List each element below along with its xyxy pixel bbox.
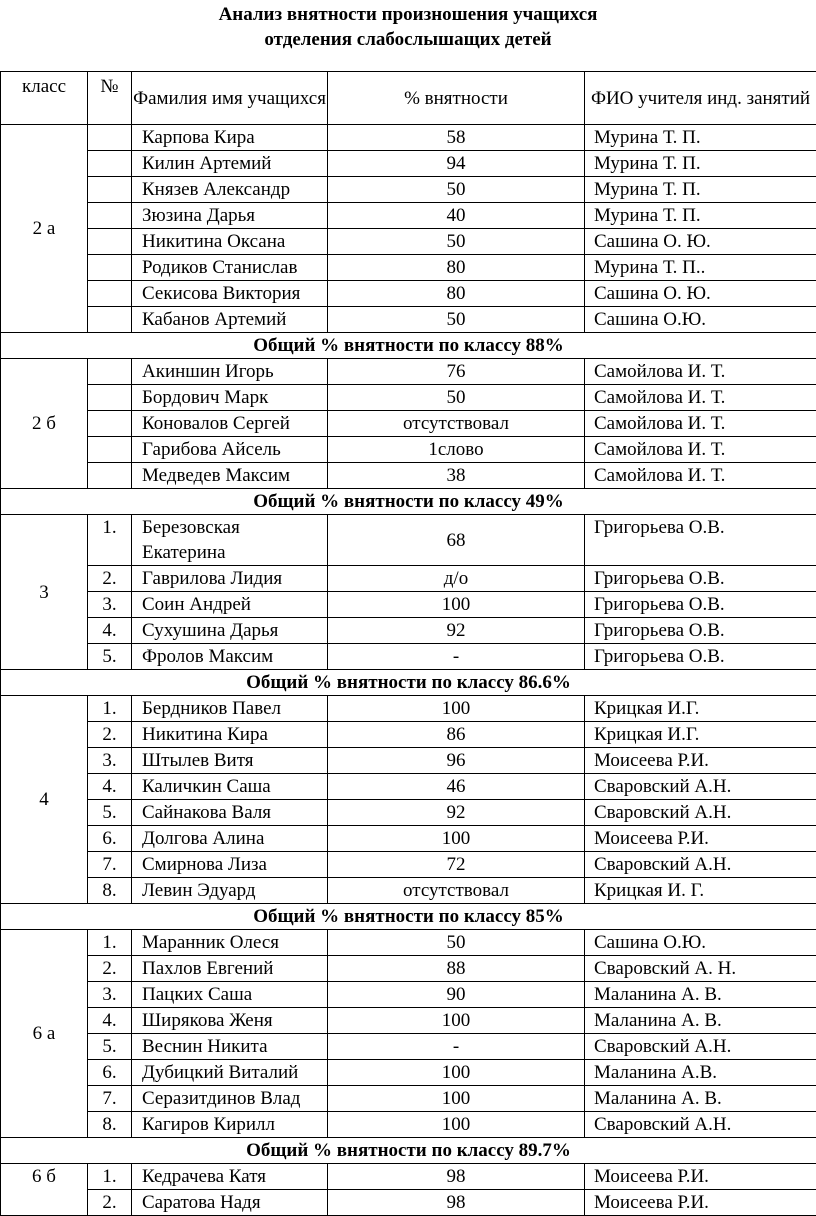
header-student-name: Фамилия имя учащихся: [132, 72, 328, 125]
intelligibility-percent: 72: [328, 852, 585, 878]
student-row: [1, 878, 816, 904]
intelligibility-percent: 50: [328, 307, 585, 333]
teacher-name: Сашина О.Ю.: [585, 930, 816, 956]
intelligibility-percent: -: [328, 1034, 585, 1060]
intelligibility-percent: д/о: [328, 566, 585, 592]
student-row: [1, 151, 816, 177]
student-row: [1, 281, 816, 307]
intelligibility-percent: 38: [328, 463, 585, 489]
student-name: Князев Александр: [132, 177, 328, 203]
class-summary-row: [1, 333, 816, 359]
student-row: [1, 618, 816, 644]
row-number: 3.: [88, 592, 132, 618]
student-name: Карпова Кира: [132, 125, 328, 151]
intelligibility-percent: 98: [328, 1164, 585, 1190]
intelligibility-percent: 92: [328, 800, 585, 826]
intelligibility-percent: 50: [328, 385, 585, 411]
intelligibility-percent: отсутствовал: [328, 411, 585, 437]
intelligibility-percent: 46: [328, 774, 585, 800]
teacher-name: Маланина А.В.: [585, 1060, 816, 1086]
class-summary: Общий % внятности по классу 88%: [1, 333, 816, 359]
student-name: Акиншин Игорь: [132, 359, 328, 385]
row-number: 8.: [88, 878, 132, 904]
row-number: 2.: [88, 1190, 132, 1216]
intelligibility-percent: 90: [328, 982, 585, 1008]
teacher-name: Мурина Т. П.: [585, 177, 816, 203]
teacher-name: Сашина О. Ю.: [585, 281, 816, 307]
intelligibility-percent: 96: [328, 748, 585, 774]
intelligibility-percent: 98: [328, 1190, 585, 1216]
row-number: [88, 151, 132, 177]
row-number: 6.: [88, 826, 132, 852]
student-name: Дубицкий Виталий: [132, 1060, 328, 1086]
teacher-name: Мурина Т. П.: [585, 125, 816, 151]
intelligibility-percent: 94: [328, 151, 585, 177]
document-title-line-2: отделения слабослышащих детей: [0, 27, 816, 52]
student-name: Ширякова Женя: [132, 1008, 328, 1034]
intelligibility-percent: 100: [328, 1008, 585, 1034]
teacher-name: Григорьева О.В.: [585, 592, 816, 618]
teacher-name: Сашина О. Ю.: [585, 229, 816, 255]
row-number: 2.: [88, 956, 132, 982]
teacher-name: Сваровский А.Н.: [585, 1112, 816, 1138]
row-number: 8.: [88, 1112, 132, 1138]
teacher-name: Самойлова И. Т.: [585, 359, 816, 385]
class-cell: 4: [1, 696, 88, 904]
student-row: [1, 592, 816, 618]
row-number: [88, 385, 132, 411]
teacher-name: Самойлова И. Т.: [585, 385, 816, 411]
student-name: Кабанов Артемий: [132, 307, 328, 333]
intelligibility-percent: 100: [328, 696, 585, 722]
student-row: [1, 982, 816, 1008]
intelligibility-percent: отсутствовал: [328, 878, 585, 904]
header-teacher: ФИО учителя инд. занятий: [585, 72, 816, 125]
teacher-name: Самойлова И. Т.: [585, 463, 816, 489]
row-number: [88, 307, 132, 333]
row-number: 5.: [88, 1034, 132, 1060]
student-name: Сайнакова Валя: [132, 800, 328, 826]
intelligibility-percent: 92: [328, 618, 585, 644]
student-name: Секисова Виктория: [132, 281, 328, 307]
intelligibility-percent: 80: [328, 281, 585, 307]
row-number: [88, 359, 132, 385]
row-number: [88, 125, 132, 151]
intelligibility-percent: 40: [328, 203, 585, 229]
teacher-name: Сваровский А. Н.: [585, 956, 816, 982]
student-row: [1, 255, 816, 281]
row-number: 1.: [88, 1164, 132, 1190]
teacher-name: Крицкая И.Г.: [585, 696, 816, 722]
student-name: Никитина Оксана: [132, 229, 328, 255]
teacher-name: Григорьева О.В.: [585, 515, 816, 566]
speech-intelligibility-table: [0, 71, 816, 1216]
student-row: [1, 644, 816, 670]
teacher-name: Моисеева Р.И.: [585, 1164, 816, 1190]
intelligibility-percent: 50: [328, 177, 585, 203]
teacher-name: Сваровский А.Н.: [585, 852, 816, 878]
teacher-name: Сашина О.Ю.: [585, 307, 816, 333]
row-number: [88, 255, 132, 281]
student-name: Маранник Олеся: [132, 930, 328, 956]
teacher-name: Маланина А. В.: [585, 982, 816, 1008]
row-number: 4.: [88, 774, 132, 800]
student-name: Соин Андрей: [132, 592, 328, 618]
class-summary: Общий % внятности по классу 86.6%: [1, 670, 816, 696]
student-name: Левин Эдуард: [132, 878, 328, 904]
student-name: Березовская Екатерина: [132, 515, 328, 566]
student-row: [1, 1060, 816, 1086]
row-number: [88, 229, 132, 255]
row-number: 5.: [88, 800, 132, 826]
intelligibility-percent: 100: [328, 1086, 585, 1112]
teacher-name: Мурина Т. П.: [585, 151, 816, 177]
student-row: [1, 800, 816, 826]
student-name: Медведев Максим: [132, 463, 328, 489]
class-cell: 6 а: [1, 930, 88, 1138]
student-name: Родиков Станислав: [132, 255, 328, 281]
student-row: [1, 1034, 816, 1060]
student-name: Гарибова Айсель: [132, 437, 328, 463]
intelligibility-percent: 100: [328, 1112, 585, 1138]
student-row: [1, 307, 816, 333]
student-name: Пацких Саша: [132, 982, 328, 1008]
row-number: [88, 177, 132, 203]
intelligibility-percent: -: [328, 644, 585, 670]
header-percent: % внятности: [328, 72, 585, 125]
row-number: 1.: [88, 515, 132, 566]
intelligibility-percent: 86: [328, 722, 585, 748]
intelligibility-percent: 100: [328, 1060, 585, 1086]
student-row: [1, 229, 816, 255]
student-name: Никитина Кира: [132, 722, 328, 748]
teacher-name: Маланина А. В.: [585, 1008, 816, 1034]
student-row: [1, 359, 816, 385]
header-row: [1, 72, 816, 125]
teacher-name: Маланина А. В.: [585, 1086, 816, 1112]
teacher-name: Моисеева Р.И.: [585, 1190, 816, 1216]
row-number: [88, 203, 132, 229]
student-row: [1, 930, 816, 956]
teacher-name: Мурина Т. П.: [585, 203, 816, 229]
teacher-name: Григорьева О.В.: [585, 566, 816, 592]
student-row: [1, 437, 816, 463]
student-name: Штылев Витя: [132, 748, 328, 774]
student-name: Пахлов Евгений: [132, 956, 328, 982]
student-row: [1, 177, 816, 203]
class-summary-row: [1, 489, 816, 515]
student-row: [1, 515, 816, 566]
intelligibility-percent: 58: [328, 125, 585, 151]
row-number: 1.: [88, 696, 132, 722]
student-name: Коновалов Сергей: [132, 411, 328, 437]
intelligibility-percent: 100: [328, 592, 585, 618]
student-row: [1, 566, 816, 592]
student-name: Смирнова Лиза: [132, 852, 328, 878]
class-summary-row: [1, 1138, 816, 1164]
intelligibility-percent: 50: [328, 930, 585, 956]
intelligibility-percent: 80: [328, 255, 585, 281]
student-name: Сухушина Дарья: [132, 618, 328, 644]
class-summary: Общий % внятности по классу 49%: [1, 489, 816, 515]
row-number: 7.: [88, 1086, 132, 1112]
teacher-name: Сваровский А.Н.: [585, 1034, 816, 1060]
class-summary: Общий % внятности по классу 89.7%: [1, 1138, 816, 1164]
teacher-name: Самойлова И. Т.: [585, 437, 816, 463]
student-name: Килин Артемий: [132, 151, 328, 177]
row-number: [88, 463, 132, 489]
teacher-name: Григорьева О.В.: [585, 644, 816, 670]
teacher-name: Мурина Т. П..: [585, 255, 816, 281]
intelligibility-percent: 76: [328, 359, 585, 385]
student-row: [1, 722, 816, 748]
student-row: [1, 1086, 816, 1112]
row-number: 4.: [88, 618, 132, 644]
header-number: №: [88, 72, 132, 125]
student-row: [1, 411, 816, 437]
row-number: 6.: [88, 1060, 132, 1086]
class-cell: 6 б: [1, 1164, 88, 1216]
student-row: [1, 774, 816, 800]
student-row: [1, 826, 816, 852]
student-name: Кагиров Кирилл: [132, 1112, 328, 1138]
row-number: 7.: [88, 852, 132, 878]
class-cell: 2 б: [1, 359, 88, 489]
class-summary: Общий % внятности по классу 85%: [1, 904, 816, 930]
header-class: класс: [1, 72, 88, 125]
student-name: Долгова Алина: [132, 826, 328, 852]
row-number: 5.: [88, 644, 132, 670]
intelligibility-percent: 100: [328, 826, 585, 852]
student-name: Бордович Марк: [132, 385, 328, 411]
class-cell: 2 а: [1, 125, 88, 333]
teacher-name: Моисеева Р.И.: [585, 748, 816, 774]
student-name: Бердников Павел: [132, 696, 328, 722]
student-row: [1, 956, 816, 982]
intelligibility-percent: 50: [328, 229, 585, 255]
class-summary-row: [1, 904, 816, 930]
student-row: [1, 203, 816, 229]
student-row: [1, 1190, 816, 1216]
student-name: Саратова Надя: [132, 1190, 328, 1216]
class-summary-row: [1, 670, 816, 696]
row-number: 1.: [88, 930, 132, 956]
student-row: [1, 463, 816, 489]
student-name: Серазитдинов Влад: [132, 1086, 328, 1112]
intelligibility-percent: 88: [328, 956, 585, 982]
student-row: [1, 125, 816, 151]
student-row: [1, 1112, 816, 1138]
intelligibility-percent: 1слово: [328, 437, 585, 463]
row-number: [88, 411, 132, 437]
student-row: [1, 385, 816, 411]
teacher-name: Моисеева Р.И.: [585, 826, 816, 852]
teacher-name: Григорьева О.В.: [585, 618, 816, 644]
student-name: Каличкин Саша: [132, 774, 328, 800]
teacher-name: Крицкая И. Г.: [585, 878, 816, 904]
student-row: [1, 1008, 816, 1034]
student-row: [1, 748, 816, 774]
class-cell: 3: [1, 515, 88, 670]
intelligibility-percent: 68: [328, 515, 585, 566]
teacher-name: Самойлова И. Т.: [585, 411, 816, 437]
student-row: [1, 1164, 816, 1190]
row-number: 3.: [88, 748, 132, 774]
row-number: [88, 281, 132, 307]
document-title-line-1: Анализ внятности произношения учащихся: [0, 2, 816, 27]
student-row: [1, 696, 816, 722]
teacher-name: Сваровский А.Н.: [585, 800, 816, 826]
row-number: 2.: [88, 722, 132, 748]
row-number: 3.: [88, 982, 132, 1008]
student-name: Веснин Никита: [132, 1034, 328, 1060]
row-number: 2.: [88, 566, 132, 592]
student-row: [1, 852, 816, 878]
teacher-name: Сваровский А.Н.: [585, 774, 816, 800]
row-number: 4.: [88, 1008, 132, 1034]
teacher-name: Крицкая И.Г.: [585, 722, 816, 748]
row-number: [88, 437, 132, 463]
student-name: Фролов Максим: [132, 644, 328, 670]
student-name: Зюзина Дарья: [132, 203, 328, 229]
student-name: Кедрачева Катя: [132, 1164, 328, 1190]
student-name: Гаврилова Лидия: [132, 566, 328, 592]
